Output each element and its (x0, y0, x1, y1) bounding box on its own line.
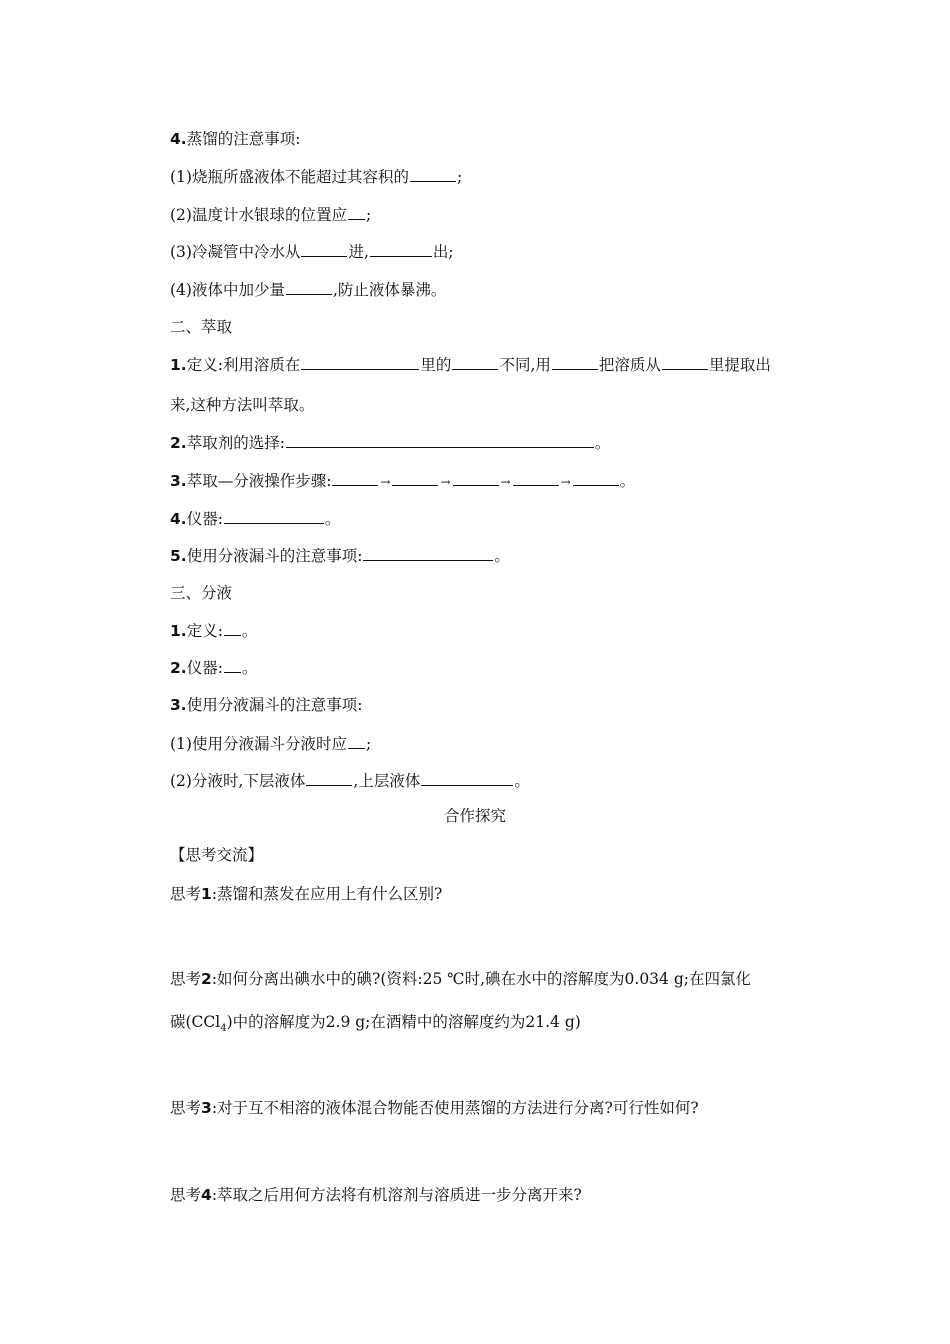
extract-funnel-notes: 5.使用分液漏斗的注意事项: 。 (170, 547, 510, 565)
distill-item-3: (3)冷凝管中冷水从 进, 出; (170, 243, 454, 261)
blank-field[interactable] (421, 770, 513, 786)
blank-field[interactable] (370, 241, 432, 257)
separate-note-1: (1)使用分液漏斗分液时应 ; (170, 735, 372, 753)
arrow-icon: → (560, 475, 571, 489)
extract-steps: 3.萃取—分液操作步骤: → → → → 。 (170, 472, 636, 490)
exchange-heading: 【思考交流】 (170, 846, 264, 864)
blank-field[interactable] (286, 432, 594, 448)
arrow-icon: → (380, 475, 391, 489)
blank-field[interactable] (453, 470, 499, 486)
cooperate-title: 合作探究 (443, 807, 506, 825)
separate-title: 三、分液 (170, 584, 233, 602)
arrow-icon: → (440, 475, 451, 489)
question-2-cont: 碳(CCl$_4$)中的溶解度为2.9 g;在酒精中的溶解度约为21.4 g) (170, 1013, 581, 1035)
extract-instruments: 4.仪器: 。 (170, 510, 341, 528)
distill-item-1: (1)烧瓶所盛液体不能超过其容积的 ; (170, 168, 463, 186)
separate-definition: 1.定义: 。 (170, 622, 258, 640)
extract-definition: 1.定义:利用溶质在 里的 不同,用 把溶质从 里提取出 (170, 356, 771, 374)
blank-field[interactable] (662, 354, 708, 370)
blank-field[interactable] (410, 166, 456, 182)
extract-choose: 2.萃取剂的选择: 。 (170, 434, 611, 452)
separate-instruments: 2.仪器: 。 (170, 659, 258, 677)
blank-field[interactable] (301, 354, 419, 370)
separate-notes: 3.使用分液漏斗的注意事项: (170, 696, 363, 714)
blank-field[interactable] (348, 733, 365, 749)
question-1: 思考1:蒸馏和蒸发在应用上有什么区别? (170, 885, 443, 903)
distill-heading: 4.蒸馏的注意事项: (170, 130, 301, 148)
blank-field[interactable] (552, 354, 598, 370)
blank-field[interactable] (224, 508, 324, 524)
blank-field[interactable] (573, 470, 619, 486)
blank-field[interactable] (224, 657, 241, 673)
distill-item-4: (4)液体中加少量 ,防止液体暴沸。 (170, 281, 447, 299)
question-2: 思考2:如何分离出碘水中的碘?(资料:25 ℃时,碘在水中的溶解度为0.034 g;在四氯化 (170, 970, 751, 988)
blank-field[interactable] (348, 204, 365, 220)
separate-note-2: (2)分液时,下层液体 ,上层液体 。 (170, 772, 530, 790)
blank-field[interactable] (224, 620, 241, 636)
blank-field[interactable] (301, 241, 347, 257)
blank-field[interactable] (332, 470, 378, 486)
blank-field[interactable] (286, 279, 332, 295)
extract-title: 二、萃取 (170, 318, 233, 336)
blank-field[interactable] (513, 470, 559, 486)
question-4: 思考4:萃取之后用何方法将有机溶剂与溶质进一步分离开来? (170, 1186, 582, 1204)
distill-item-2: (2)温度计水银球的位置应 ; (170, 206, 372, 224)
blank-field[interactable] (452, 354, 498, 370)
extract-definition-cont: 来,这种方法叫萃取。 (170, 396, 315, 414)
question-3: 思考3:对于互不相溶的液体混合物能否使用蒸馏的方法进行分离?可行性如何? (170, 1099, 699, 1117)
blank-field[interactable] (306, 770, 352, 786)
blank-field[interactable] (392, 470, 438, 486)
arrow-icon: → (500, 475, 511, 489)
blank-field[interactable] (363, 545, 493, 561)
